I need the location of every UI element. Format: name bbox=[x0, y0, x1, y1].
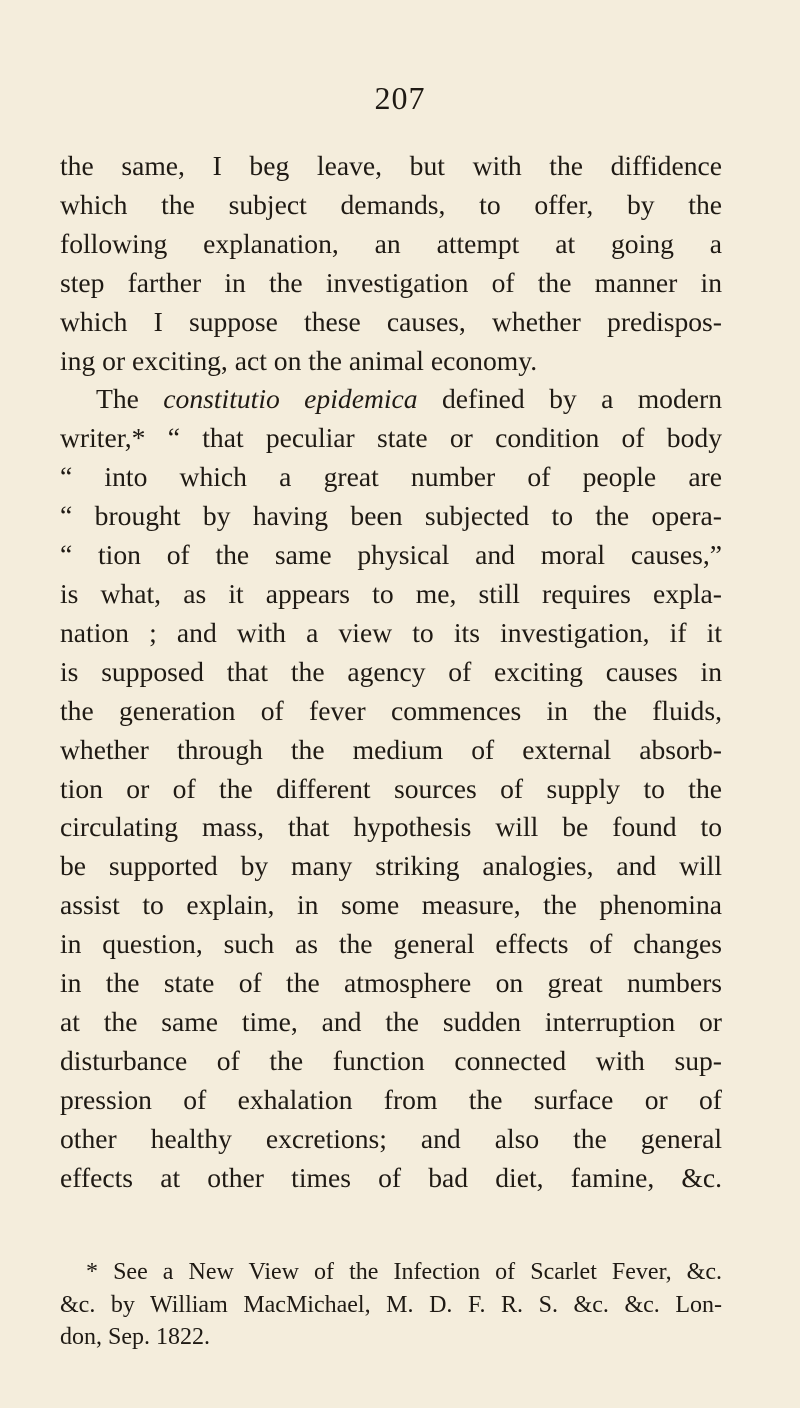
text-line: tion or of the different sources of supply to the bbox=[60, 772, 722, 804]
text-line: “ brought by having been subjected to the opera- bbox=[60, 500, 722, 532]
text-line: is what, as it appears to me, still requires expla- bbox=[60, 577, 722, 609]
text-line: which I suppose these causes, whether predispos- bbox=[60, 305, 722, 337]
page-number: 207 bbox=[374, 80, 426, 116]
text-line: assist to explain, in some measure, the phenomina bbox=[60, 889, 722, 921]
footnote bbox=[60, 1256, 722, 1354]
body-text bbox=[60, 147, 722, 1197]
footnote-line: &c. by William MacMichael, M. D. F. R. S. &c. &c. Lon- bbox=[60, 1291, 722, 1318]
italic-term: constitutio epidemica bbox=[163, 383, 418, 415]
text-line: pression of exhalation from the surface or of bbox=[60, 1083, 722, 1115]
text-line: in the state of the atmosphere on great numbers bbox=[60, 967, 722, 999]
text-segment: The bbox=[96, 383, 164, 415]
text-line: ing or exciting, act on the animal economy. bbox=[60, 344, 538, 376]
text-line: step farther in the investigation of the manner in bbox=[60, 266, 722, 298]
text-line: the generation of fever commences in the fluids, bbox=[60, 694, 722, 726]
text-line: “ into which a great number of people are bbox=[60, 461, 722, 493]
text-line: in question, such as the general effects of changes bbox=[60, 928, 722, 960]
text-line: other healthy excretions; and also the general bbox=[60, 1122, 722, 1154]
text-line: nation ; and with a view to its investigation, if it bbox=[60, 616, 722, 648]
text-line: be supported by many striking analogies, and will bbox=[60, 850, 722, 882]
text-line: writer,* “ that peculiar state or condition of body bbox=[60, 422, 722, 454]
text-line: circulating mass, that hypothesis will be found to bbox=[60, 811, 722, 843]
footnote-line: don, Sep. 1822. bbox=[60, 1324, 210, 1350]
text-line: “ tion of the same physical and moral causes,” bbox=[60, 539, 722, 571]
text-line: at the same time, and the sudden interruption or bbox=[60, 1005, 722, 1037]
text-segment: defined by a modern bbox=[417, 383, 722, 415]
text-line: following explanation, an attempt at going a bbox=[60, 227, 722, 259]
text-line bbox=[60, 380, 722, 419]
footnote-line: * See a New View of the Infection of Scarlet Fever, &c. bbox=[86, 1259, 722, 1285]
text-line: effects at other times of bad diet, famine, &c. bbox=[60, 1161, 722, 1193]
text-line: is supposed that the agency of exciting causes in bbox=[60, 655, 722, 687]
text-line: which the subject demands, to offer, by the bbox=[60, 188, 722, 220]
text-line: the same, I beg leave, but with the diffidence bbox=[60, 150, 722, 181]
text-line: whether through the medium of external absorb- bbox=[60, 733, 722, 765]
text-line: disturbance of the function connected with sup- bbox=[60, 1044, 722, 1076]
